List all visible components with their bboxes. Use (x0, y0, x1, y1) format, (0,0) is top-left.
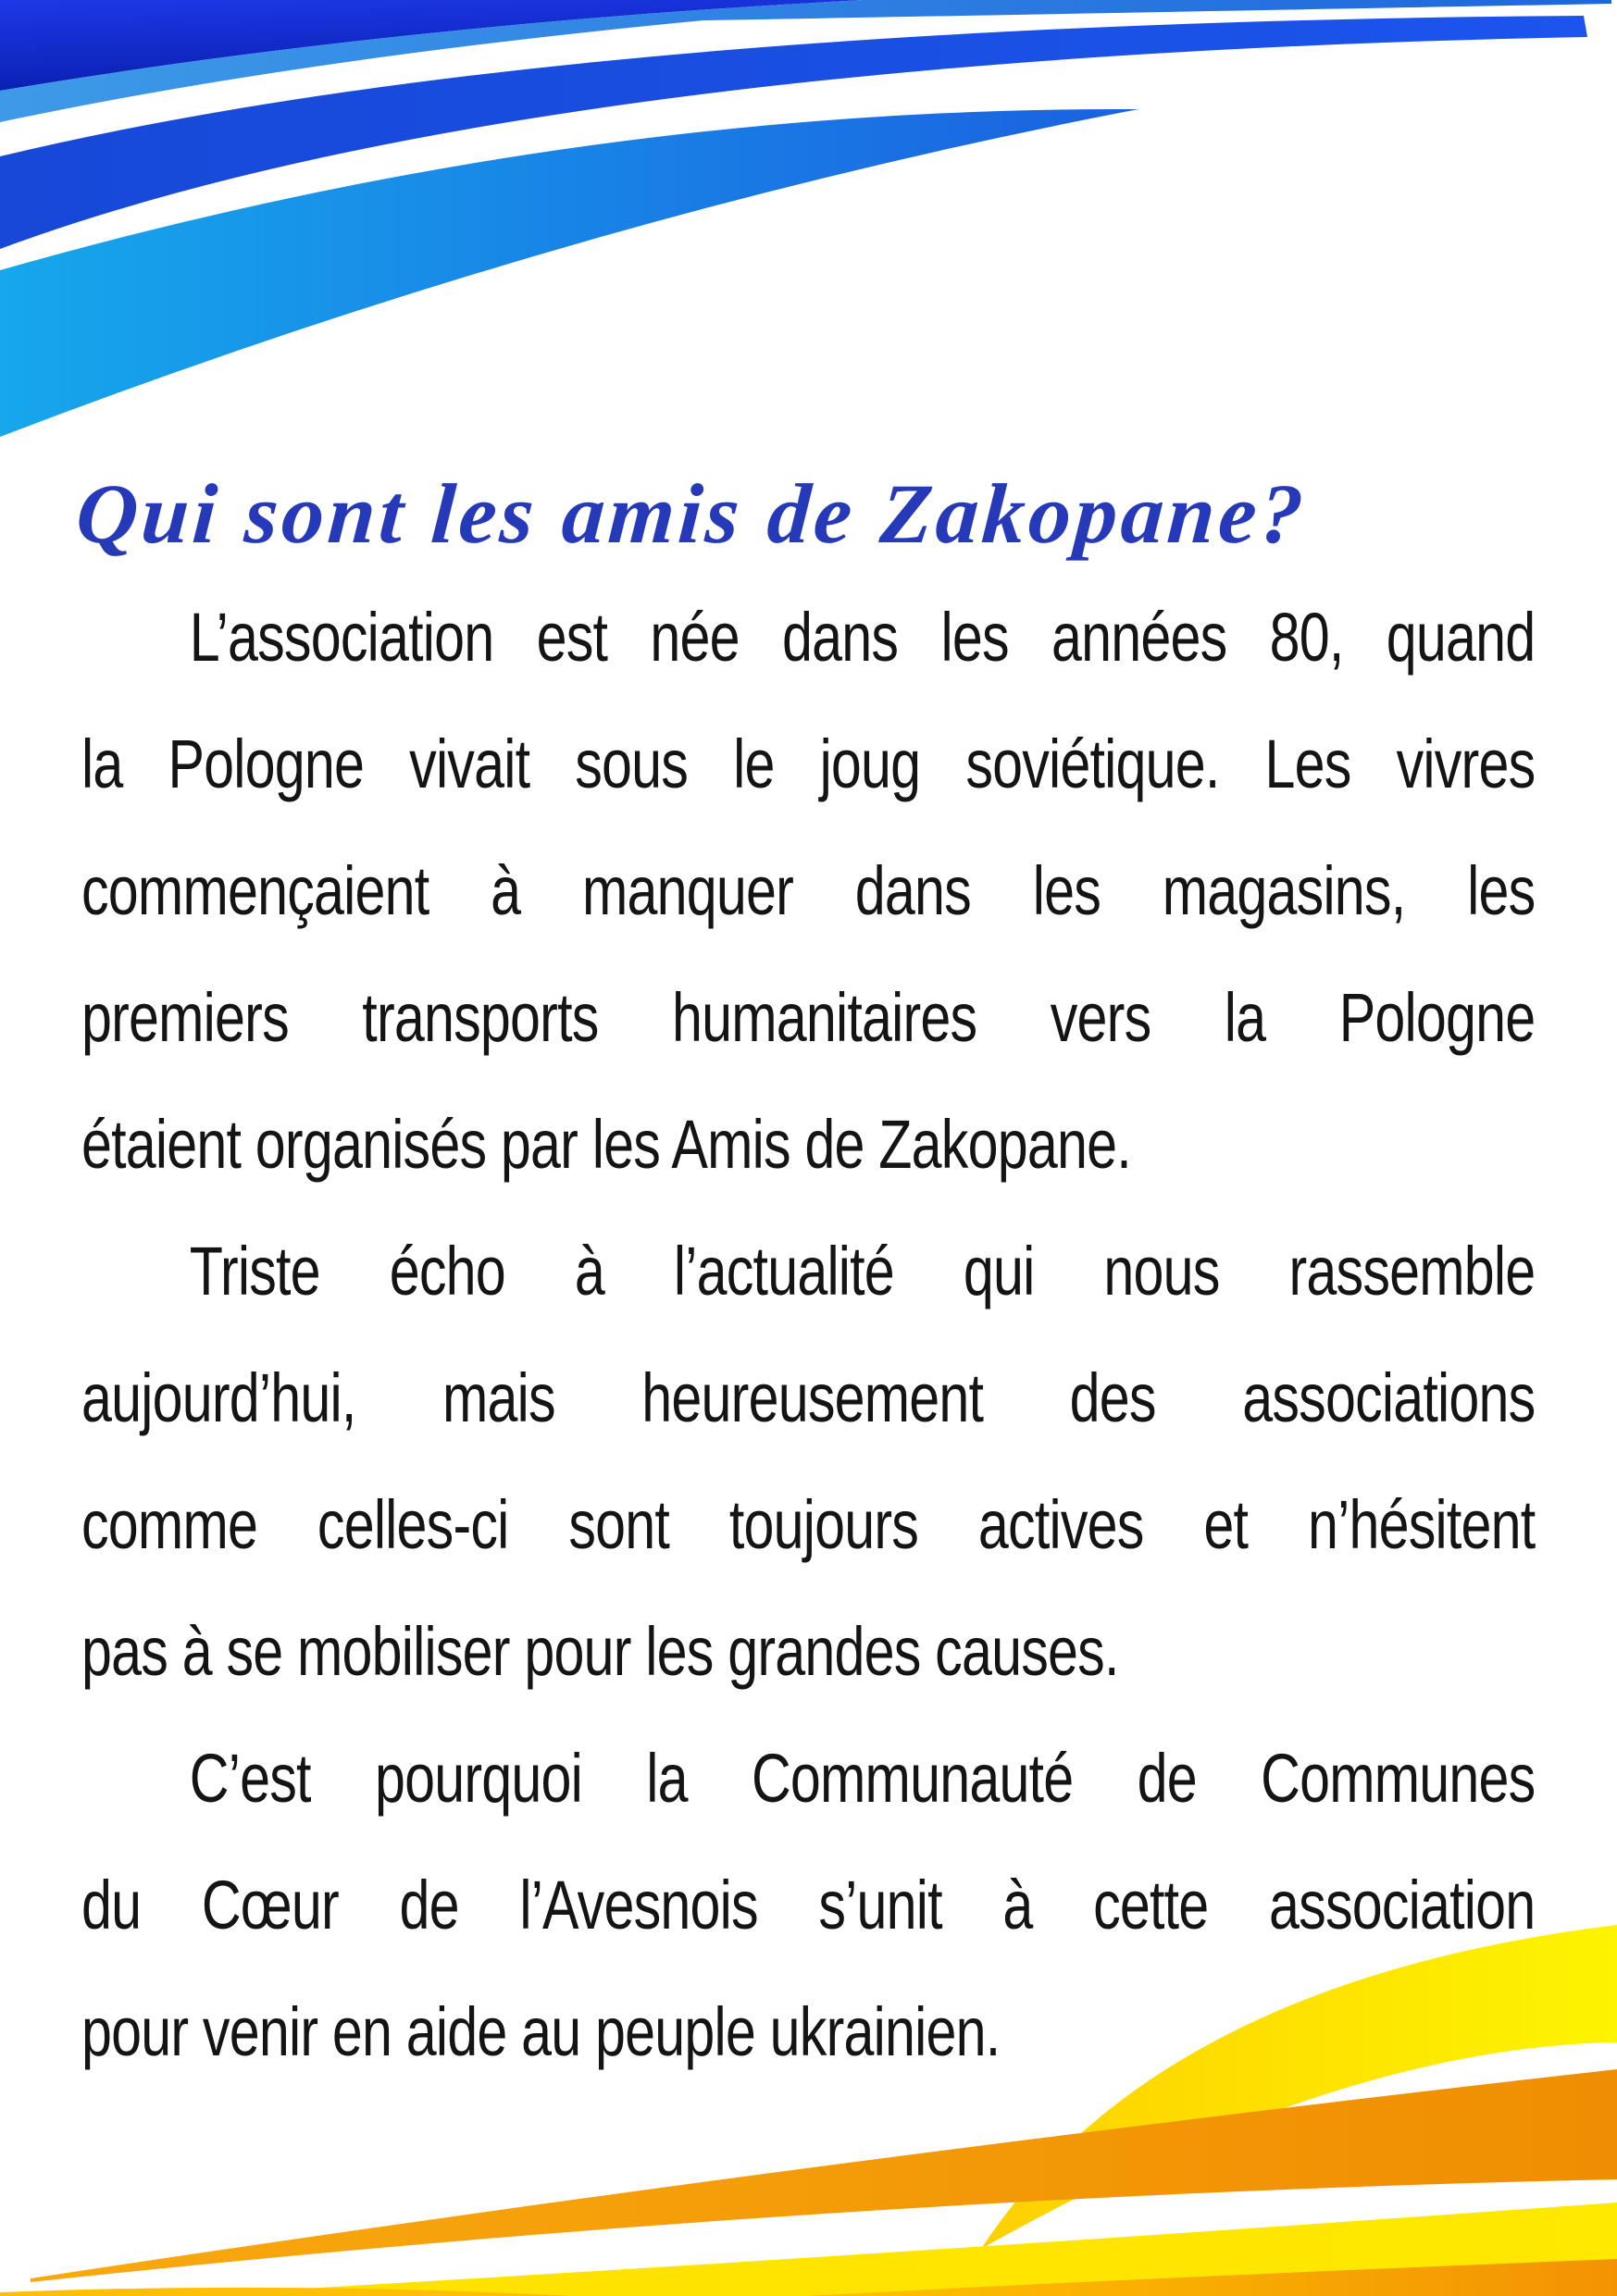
body-line: commençaient à manquer dans les magasins, les (81, 852, 1536, 929)
bottom-swoosh-graphic (0, 1741, 1617, 2296)
body-line: pour venir en aide au peuple ukrainien. (81, 1993, 1001, 2070)
body-line: étaient organisés par les Amis de Zakopane. (81, 1106, 1131, 1183)
body-line: Triste écho à l’actualité qui nous rassemble (189, 1233, 1536, 1309)
body-line: L’association est née dans les années 80, quand (189, 599, 1536, 676)
body-line: C’est pourquoi la Communauté de Communes (189, 1740, 1536, 1817)
body-line: aujourd’hui, mais heureusement des associations (81, 1359, 1536, 1436)
body-line: du Cœur de l’Avesnois s’unit à cette association (81, 1867, 1536, 1943)
body-line: premiers transports humanitaires vers la Pologne (81, 979, 1536, 1056)
body-line: pas à se mobiliser pour les grandes causes. (81, 1613, 1119, 1690)
paragraph-1 (81, 574, 1535, 1208)
body-line: comme celles-ci sont toujours actives et n’hésitent (81, 1486, 1536, 1563)
page-title: Qui sont les amis de Zakopane? (73, 465, 1311, 561)
body-line: la Pologne vivait sous le joug soviétique. Les vivres (81, 726, 1536, 802)
top-swoosh-graphic (0, 0, 1617, 481)
paragraph-2 (81, 1208, 1535, 1715)
